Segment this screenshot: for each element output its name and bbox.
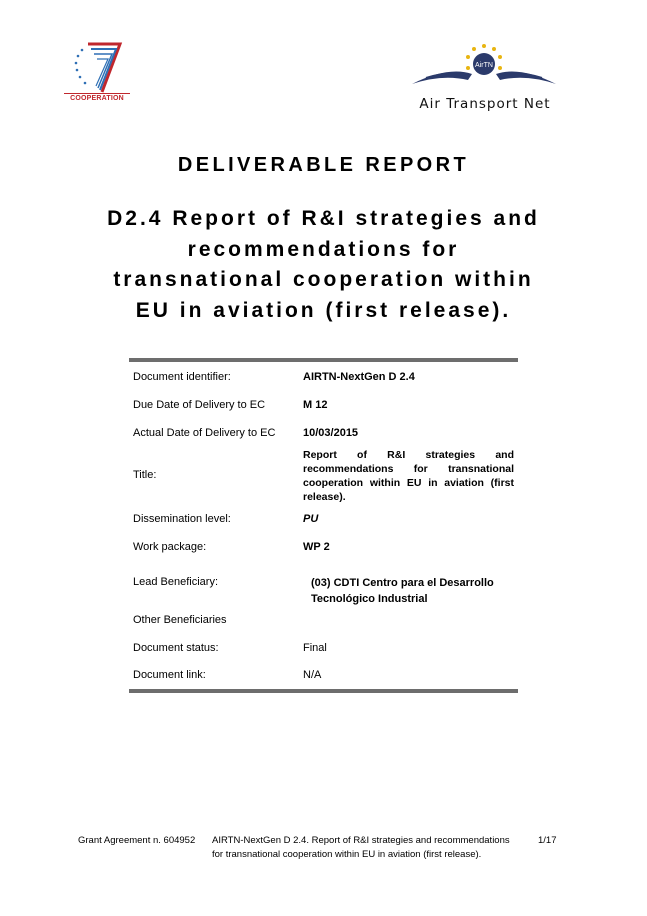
row-label: Actual Date of Delivery to EC bbox=[133, 427, 276, 439]
row-label: Work package: bbox=[133, 541, 207, 553]
report-title bbox=[0, 204, 647, 326]
footer-title-line: AIRTN-NextGen D 2.4. Report of R&I strategies and recommendations bbox=[212, 835, 510, 846]
row-value: 10/03/2015 bbox=[303, 427, 359, 439]
row-value: Report of R&I strategies and recommendations for transnational cooperation within EU in aviation (first release). bbox=[303, 449, 514, 503]
footer-grant-agreement: Grant Agreement n. 604952 bbox=[78, 835, 196, 846]
row-label: Dissemination level: bbox=[133, 513, 231, 525]
row-value: Final bbox=[303, 642, 327, 654]
report-title-line: transnational cooperation within bbox=[113, 268, 534, 291]
row-label: Due Date of Delivery to EC bbox=[133, 399, 266, 411]
row-title bbox=[133, 448, 518, 506]
row-label: Other Beneficiaries bbox=[133, 614, 227, 626]
report-title-line: recommendations for bbox=[187, 237, 460, 261]
row-label: Lead Beneficiary: bbox=[133, 576, 218, 588]
row-label: Document identifier: bbox=[133, 371, 231, 383]
fp7-seven-icon bbox=[75, 44, 120, 92]
deliverable-heading: DELIVERABLE REPORT bbox=[177, 154, 470, 176]
report-title-line: D2.4 Report of R&I strategies and bbox=[107, 207, 540, 230]
row-label: Title: bbox=[133, 469, 157, 481]
row-value: AIRTN-NextGen D 2.4 bbox=[303, 371, 415, 383]
footer-page-number: 1/17 bbox=[538, 835, 557, 846]
table-bottom-rule bbox=[129, 689, 518, 693]
table-top-rule bbox=[129, 358, 518, 362]
airtn-badge-text: AirTN bbox=[475, 62, 493, 69]
footer-title-line: for transnational cooperation within EU in aviation (first release). bbox=[212, 848, 482, 860]
row-label: Document link: bbox=[133, 669, 206, 681]
report-title-line: EU in aviation (first release). bbox=[135, 298, 512, 322]
row-label: Document status: bbox=[133, 642, 219, 654]
row-value: (03) CDTI Centro para el Desarrollo Tecnológico Industrial bbox=[311, 577, 494, 605]
air-transport-net-name: Air Transport Net bbox=[419, 96, 551, 112]
row-value: M 12 bbox=[303, 399, 328, 411]
row-value: N/A bbox=[303, 669, 322, 681]
row-value: WP 2 bbox=[303, 541, 330, 553]
fp7-cooperation-label: COOPERATION bbox=[64, 93, 130, 102]
footer-document-title bbox=[212, 834, 532, 861]
row-value: PU bbox=[303, 513, 319, 525]
